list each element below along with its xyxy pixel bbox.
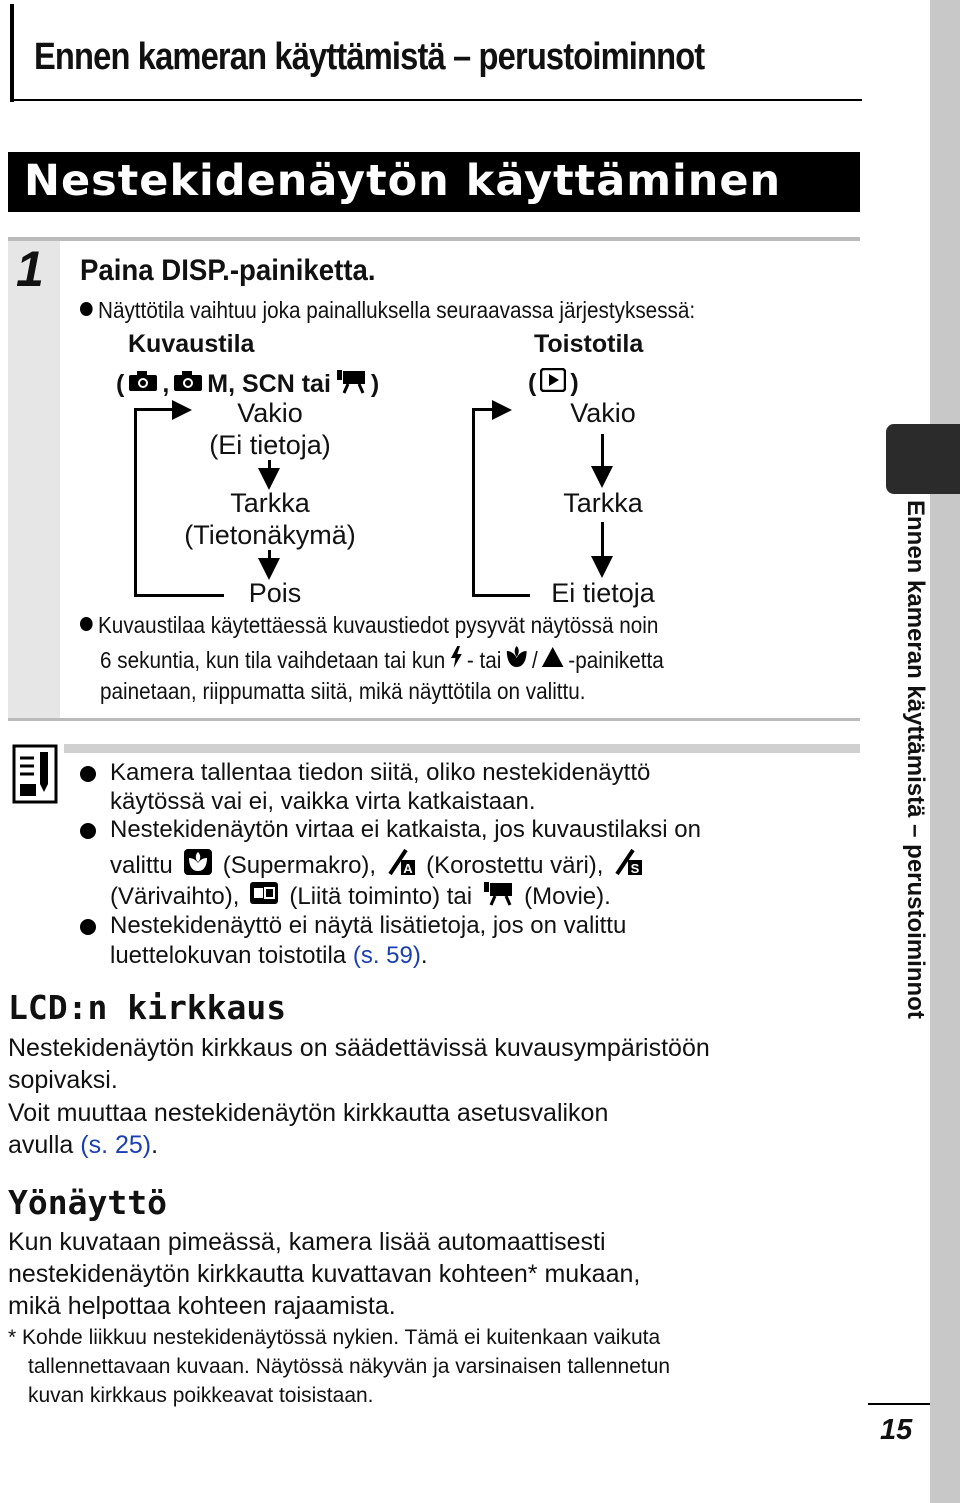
mountain-icon xyxy=(541,646,564,674)
lcd-line-1: Nestekidenäytön kirkkaus on säädettävissä kuvausympäristöön xyxy=(8,1034,710,1062)
note-text: valittu xyxy=(110,851,173,879)
note-rule xyxy=(64,744,860,753)
note-text: (Värivaihto), xyxy=(110,882,240,910)
step-number: 1 xyxy=(16,241,44,297)
state-ei-tietoja: (Ei tietoja) xyxy=(209,430,331,460)
note-text: . xyxy=(420,942,428,969)
paren-close: ) xyxy=(370,370,380,398)
paren-open: ( xyxy=(116,370,125,398)
play-icon xyxy=(540,368,566,399)
page-link[interactable]: (s. 25) xyxy=(80,1131,152,1159)
playback-mode-title: Toistotila xyxy=(534,330,644,358)
arrow-down-icon xyxy=(258,468,280,490)
color-accent-icon xyxy=(386,848,416,883)
page-link[interactable]: (s. 59) xyxy=(352,942,421,969)
page-number: 15 xyxy=(880,1414,913,1446)
step-note-text: -painiketta xyxy=(568,646,664,673)
step-top-rule xyxy=(8,237,860,241)
state-pois: Pois xyxy=(248,578,302,608)
movie-icon xyxy=(482,880,514,913)
night-line-2: nestekidenäytön kirkkautta kuvattavan kohteen* mukaan, xyxy=(8,1260,641,1288)
color-swap-icon xyxy=(613,848,643,883)
step-note-text: - tai xyxy=(466,646,502,673)
lcd-text: . xyxy=(151,1131,159,1159)
header-rule xyxy=(14,99,862,101)
shooting-modes xyxy=(116,368,379,401)
arrow-down-icon xyxy=(591,466,613,488)
flash-icon xyxy=(449,645,463,675)
note-text: (Korostettu väri), xyxy=(426,851,604,879)
note-text: (Movie). xyxy=(524,882,611,910)
shooting-mode-title: Kuvaustila xyxy=(128,330,255,358)
svg-text:S: S xyxy=(631,861,640,876)
state-tarkka: Tarkka xyxy=(230,488,310,518)
bullet-icon xyxy=(80,823,96,839)
step-number-column xyxy=(8,241,60,721)
step-heading: Paina DISP.-painiketta. xyxy=(80,254,376,287)
step-note-line-3: painetaan, riippumatta siitä, mikä näyttötila on valittu. xyxy=(100,678,586,704)
movie-icon xyxy=(335,368,367,401)
footnote-line-2: tallennettavaan kuvaan. Näytössä näkyvän ja varsinaisen tallennetun xyxy=(28,1355,671,1378)
note-text: (Supermakro), xyxy=(222,851,377,879)
step-note-line-1 xyxy=(80,612,658,639)
arrow-right-icon xyxy=(492,400,512,420)
step-note-text: Kuvaustilaa käytettäessä kuvaustiedot pysyvät näytössä noin xyxy=(98,612,659,638)
section-title: Nestekidenäytön käyttäminen xyxy=(24,156,782,206)
page-number-rule xyxy=(868,1403,930,1405)
note-1-line-1: Kamera tallentaa tiedon siitä, oliko nestekidenäyttö xyxy=(110,759,651,786)
lcd-line-3: Voit muuttaa nestekidenäytön kirkkautta asetusvalikon xyxy=(8,1099,609,1127)
note-2-line-2 xyxy=(110,848,643,883)
super-macro-icon xyxy=(183,848,213,883)
chapter-title: Ennen kameran käyttämistä – perustoiminnot xyxy=(34,36,705,78)
playback-modes xyxy=(528,368,579,399)
bullet-icon xyxy=(80,766,96,782)
chapter-tab xyxy=(886,424,960,494)
arrow-down-icon xyxy=(591,556,613,578)
arrow-down-icon xyxy=(258,558,280,580)
footnote-line-1: * Kohde liikkuu nestekidenäytössä nykien. Tämä ei kuitenkaan vaikuta xyxy=(8,1326,661,1349)
note-3-line-1: Nestekidenäyttö ei näytä lisätietoja, jos on valittu xyxy=(110,912,627,939)
note-3-line-2 xyxy=(110,942,428,970)
modes-text: M, SCN tai xyxy=(207,370,331,398)
loop-line xyxy=(472,408,475,596)
loop-line xyxy=(472,594,530,597)
camera-m-icon xyxy=(173,370,203,399)
footnote-line-3: kuvan kirkkaus poikkeavat toisistaan. xyxy=(28,1384,374,1407)
stitch-assist-icon xyxy=(249,881,279,912)
step-note-text: 6 sekuntia, kun tila vaihdetaan tai kun xyxy=(100,646,446,673)
side-rail xyxy=(930,0,960,1503)
flow-line xyxy=(601,434,604,468)
camera-icon xyxy=(128,370,158,399)
lcd-heading: LCD:n kirkkaus xyxy=(8,988,287,1027)
lcd-line-2: sopivaksi. xyxy=(8,1066,118,1094)
lcd-text: avulla xyxy=(8,1131,74,1159)
bullet-icon xyxy=(80,302,93,316)
loop-line xyxy=(134,594,224,597)
arrow-right-icon xyxy=(172,400,192,420)
play-state-ei-tietoja: Ei tietoja xyxy=(551,578,655,608)
step-bottom-rule xyxy=(8,718,860,721)
state-vakio: Vakio xyxy=(237,398,303,428)
step-intro-text: Näyttötila vaihtuu joka painalluksella seuraavassa järjestyksessä: xyxy=(98,297,696,323)
header-left-rule xyxy=(10,4,14,102)
night-line-3: mikä helpottaa kohteen rajaamista. xyxy=(8,1292,396,1320)
play-state-vakio: Vakio xyxy=(570,398,636,428)
step-note-text: / xyxy=(531,646,538,673)
note-text: luettelokuvan toistotila xyxy=(110,942,347,969)
paren-open: ( xyxy=(528,369,537,397)
lcd-line-4 xyxy=(8,1131,158,1160)
comma: , xyxy=(162,370,170,398)
play-state-tarkka: Tarkka xyxy=(563,488,643,518)
note-2-line-1: Nestekidenäytön virtaa ei katkaista, jos kuvaustilaksi on xyxy=(110,816,701,843)
macro-icon xyxy=(505,645,528,675)
loop-line xyxy=(134,408,137,596)
loop-line xyxy=(472,408,494,411)
note-2-line-3 xyxy=(110,880,611,913)
bullet-icon xyxy=(80,919,96,935)
step-intro xyxy=(80,297,695,324)
bullet-icon xyxy=(80,617,93,631)
svg-text:A: A xyxy=(403,861,413,876)
side-chapter-title: Ennen kameran käyttämistä – perustoiminnot xyxy=(902,500,929,1019)
note-text: (Liitä toiminto) tai xyxy=(289,882,473,910)
state-tietonakyma: (Tietonäkymä) xyxy=(184,520,356,550)
night-line-1: Kun kuvataan pimeässä, kamera lisää automaattisesti xyxy=(8,1228,606,1256)
night-heading: Yönäyttö xyxy=(8,1183,167,1222)
step-note-line-2 xyxy=(100,645,664,675)
loop-line xyxy=(134,408,174,411)
paren-close: ) xyxy=(570,369,579,397)
flow-line xyxy=(601,522,604,558)
note-icon xyxy=(12,744,58,809)
note-1-line-2: käytössä vai ei, vaikka virta katkaistaan. xyxy=(110,788,536,815)
